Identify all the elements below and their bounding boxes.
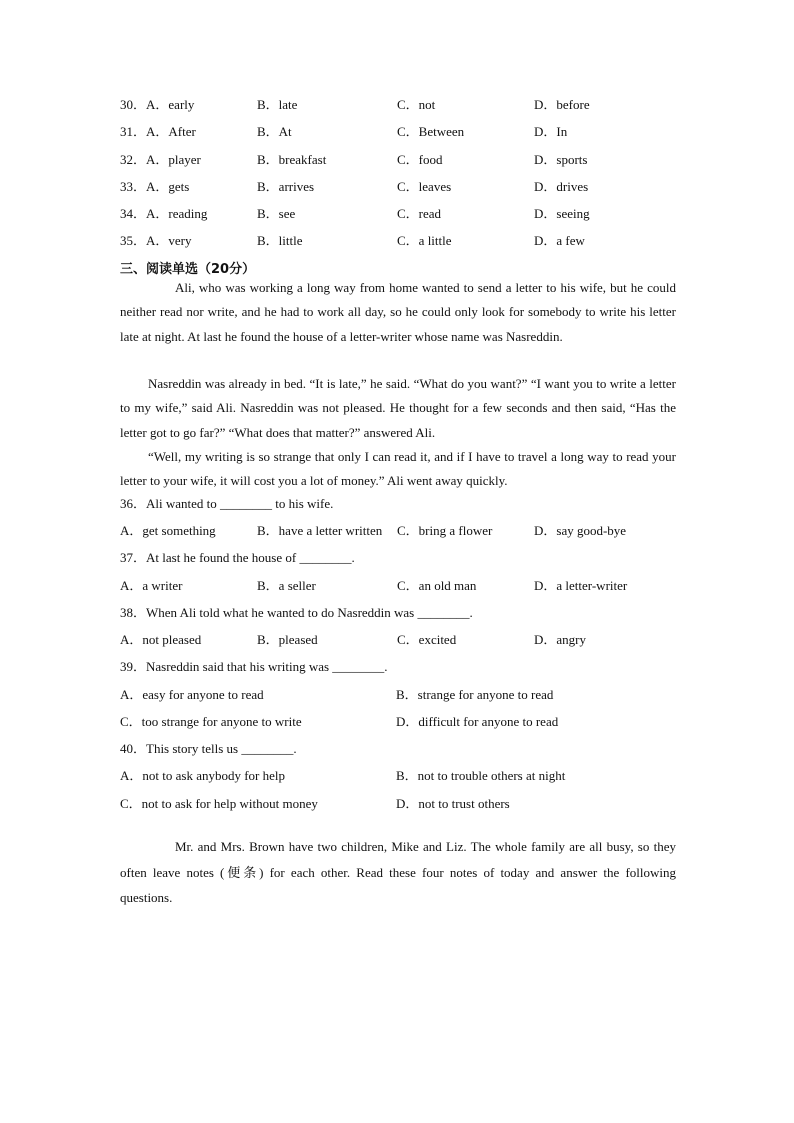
option-d: D．a few xyxy=(534,233,585,248)
option-b: B．not to trouble others at night xyxy=(396,768,566,783)
option-d: D．angry xyxy=(534,632,586,647)
passage1-paragraph-3: “Well, my writing is so strange that only I can read it, and if I have to travel a long way to read your letter to your wife, it will cost you a lot of money.” Ali went away quickly. xyxy=(120,449,676,489)
option-d: D．not to trust others xyxy=(396,796,510,811)
option-b: B．see xyxy=(257,206,296,221)
option-d: D．before xyxy=(534,97,590,112)
option-c: C．food xyxy=(397,152,443,167)
option-c: C．a little xyxy=(397,233,452,248)
option-b: B．little xyxy=(257,233,303,248)
option-c: C．too strange for anyone to write xyxy=(120,714,302,729)
option-d: D．difficult for anyone to read xyxy=(396,714,559,729)
option-a: A．get something xyxy=(120,523,216,538)
option-c: C．bring a flower xyxy=(397,523,493,538)
option-a: 35．A．very xyxy=(120,233,192,248)
option-c: C．leaves xyxy=(397,179,452,194)
option-a: 31．A．After xyxy=(120,124,196,139)
option-d: D．a letter-writer xyxy=(534,578,628,593)
option-a: A．a writer xyxy=(120,578,183,593)
option-d: D．seeing xyxy=(534,206,590,221)
option-a: 30．A．early xyxy=(120,97,195,112)
option-a: 34．A．reading xyxy=(120,206,208,221)
option-b: B．strange for anyone to read xyxy=(396,687,554,702)
option-b: B．a seller xyxy=(257,578,316,593)
option-b: B．have a letter written xyxy=(257,523,383,538)
question-38-stem: 38．When Ali told what he wanted to do Nasreddin was ________. xyxy=(120,605,473,620)
passage2-intro: Mr. and Mrs. Brown have two children, Mike and Liz. The whole family are all busy, so they often leave notes (便条) for each other. Read these four notes of today and answer the following questions. xyxy=(120,839,676,905)
option-b: B．pleased xyxy=(257,632,318,647)
question-36-stem: 36．Ali wanted to ________ to his wife. xyxy=(120,496,334,511)
option-b: B．late xyxy=(257,97,298,112)
question-40-stem: 40．This story tells us ________. xyxy=(120,741,297,756)
question-37-stem: 37．At last he found the house of ________. xyxy=(120,550,355,565)
option-d: D．sports xyxy=(534,152,588,167)
question-39-stem: 39．Nasreddin said that his writing was ________. xyxy=(120,659,388,674)
option-d: D．say good-bye xyxy=(534,523,627,538)
option-b: B．At xyxy=(257,124,292,139)
option-a: 33．A．gets xyxy=(120,179,190,194)
option-a: A．not to ask anybody for help xyxy=(120,768,286,783)
option-a: A．easy for anyone to read xyxy=(120,687,264,702)
option-b: B．breakfast xyxy=(257,152,327,167)
option-b: B．arrives xyxy=(257,179,315,194)
option-c: C．not xyxy=(397,97,436,112)
option-c: C．not to ask for help without money xyxy=(120,796,318,811)
option-c: C．excited xyxy=(397,632,457,647)
option-a: 32．A．player xyxy=(120,152,201,167)
option-c: C．Between xyxy=(397,124,465,139)
option-a: A．not pleased xyxy=(120,632,202,647)
option-c: C．read xyxy=(397,206,442,221)
option-c: C．an old man xyxy=(397,578,477,593)
section-heading: 三、阅读单选（20分） xyxy=(120,262,256,277)
passage1-paragraph-2: Nasreddin was already in bed. “It is late,” he said. “What do you want?” “I want you to write a letter to my wife,” said Ali. Nasreddin was not pleased. He thought for a few seconds and then said, “Has the letter got to go far?” “What does that matter?” answered Ali. xyxy=(120,376,676,440)
option-d: D．In xyxy=(534,124,568,139)
option-d: D．drives xyxy=(534,179,589,194)
passage1-paragraph-1: Ali, who was working a long way from home wanted to send a letter to his wife, but he could neither read nor write, and he had to work all day, so he could only look for somebody to write his letter late at night. At last he found the house of a letter-writer whose name was Nasreddin. xyxy=(120,280,676,344)
